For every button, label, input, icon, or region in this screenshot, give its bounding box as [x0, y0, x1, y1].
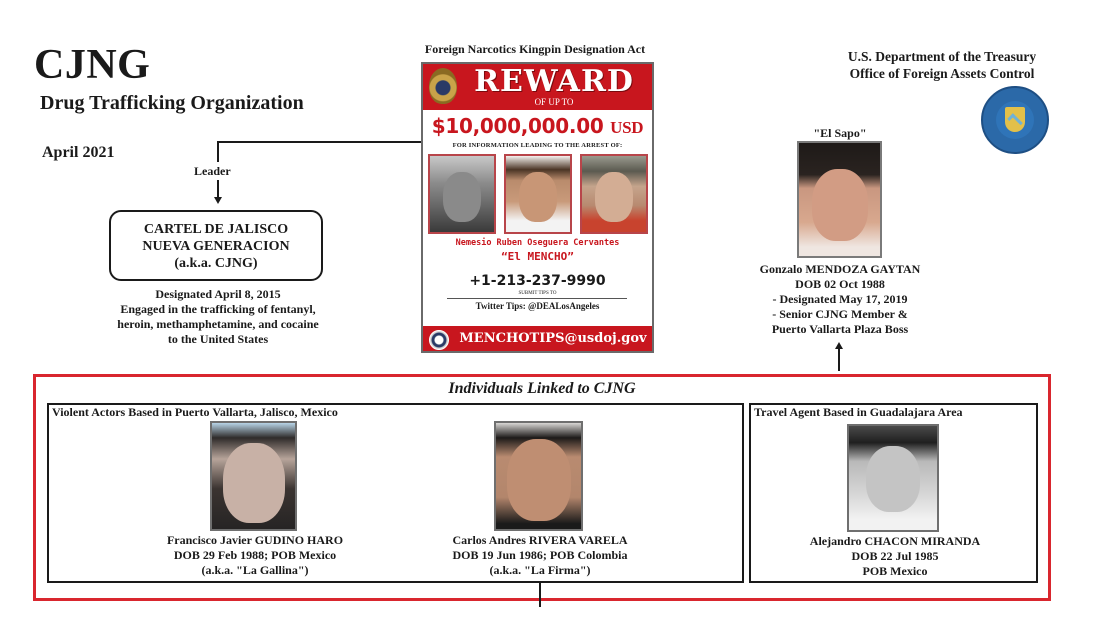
- org-name-line: CARTEL DE JALISCO: [143, 222, 289, 237]
- treasury-header: [812, 48, 1072, 82]
- info-line: DOB 22 Jul 1985: [851, 549, 939, 563]
- connector-line-vertical: [838, 348, 840, 371]
- face-shape: [443, 172, 481, 222]
- el-sapo-alias: "El Sapo": [813, 126, 867, 140]
- leader-label: Leader: [194, 164, 231, 178]
- info-line: - Senior CJNG Member &: [772, 307, 908, 321]
- shield-icon: [1005, 107, 1025, 132]
- face-shape: [519, 172, 557, 222]
- el-sapo-info: [735, 262, 945, 337]
- face-shape: [595, 172, 633, 222]
- dea-badge-icon: [429, 68, 457, 104]
- face-shape: [812, 169, 868, 241]
- suspect-photo: [580, 154, 648, 234]
- organization-description: [98, 287, 338, 347]
- suspect-photo: [504, 154, 572, 234]
- kingpin-act-label: Foreign Narcotics Kingpin Designation Act: [424, 42, 646, 56]
- reward-headline: REWARD: [474, 64, 634, 99]
- org-desc-line: Designated April 8, 2015: [155, 287, 281, 301]
- organization-box: [109, 210, 323, 281]
- info-line: - Designated May 17, 2019: [772, 292, 908, 306]
- info-line: DOB 29 Feb 1988; POB Mexico: [173, 548, 337, 562]
- info-line: Alejandro CHACON MIRANDA: [809, 534, 981, 548]
- page-subtitle: Drug Trafficking Organization: [40, 92, 304, 114]
- info-line: Gonzalo MENDOZA GAYTAN: [759, 262, 921, 276]
- org-name-line: NUEVA GENERACION: [142, 239, 290, 254]
- connector-line-horizontal: [217, 141, 422, 143]
- org-name-line: (a.k.a. CJNG): [174, 256, 258, 271]
- chevron-icon: [1007, 113, 1023, 129]
- reward-currency: USD: [610, 118, 644, 137]
- el-sapo-photo: [797, 141, 882, 258]
- twitter-tips: Twitter Tips: @DEALosAngeles: [475, 301, 600, 311]
- reward-amount-value: $10,000,000.00: [431, 114, 604, 138]
- person-photo: [210, 421, 297, 531]
- reward-poster: [421, 62, 654, 353]
- info-line: Carlos Andres RIVERA VARELA: [452, 533, 628, 547]
- group-label: Travel Agent Based in Guadalajara Area: [754, 405, 963, 419]
- seal-inner: [996, 101, 1034, 139]
- linked-individuals-title: Individuals Linked to CJNG: [448, 380, 636, 397]
- treasury-line: Office of Foreign Assets Control: [849, 66, 1035, 81]
- info-line: Puerto Vallarta Plaza Boss: [771, 322, 909, 336]
- poster-footer: [423, 326, 652, 353]
- face-shape: [507, 439, 571, 521]
- person-info: [760, 534, 1030, 579]
- submit-tips-label: SUBMIT TIPS TO: [518, 291, 557, 296]
- info-line: Francisco Javier GUDINO HARO: [166, 533, 344, 547]
- person-photo: [847, 424, 939, 532]
- connector-line-vertical: [539, 583, 541, 607]
- info-line: DOB 02 Oct 1988: [795, 277, 885, 291]
- person-info: [125, 533, 385, 578]
- face-shape: [223, 443, 285, 523]
- tip-phone: +1-213-237-9990: [469, 273, 606, 289]
- arrow-down-icon: [214, 197, 222, 204]
- info-line: (a.k.a. "La Gallina"): [201, 563, 309, 577]
- person-photo: [494, 421, 583, 531]
- group-label: Violent Actors Based in Puerto Vallarta, Jalisco, Mexico: [52, 405, 338, 419]
- connector-line-vertical: [217, 180, 219, 198]
- info-line: (a.k.a. "La Firma"): [489, 563, 591, 577]
- reward-of-up-to: OF UP TO: [534, 97, 574, 107]
- person-info: [410, 533, 670, 578]
- poster-header: [423, 64, 652, 110]
- suspect-alias: “El MENCHO”: [501, 250, 574, 263]
- face-shape: [866, 446, 920, 512]
- suspect-photo: [428, 154, 496, 234]
- org-desc-line: to the United States: [167, 332, 269, 346]
- org-desc-line: heroin, methamphetamine, and cocaine: [117, 317, 319, 331]
- divider: [447, 298, 627, 299]
- treasury-seal-icon: [981, 86, 1049, 154]
- page-title: CJNG: [34, 42, 151, 88]
- info-line: POB Mexico: [862, 564, 928, 578]
- doj-seal-icon: [429, 330, 449, 350]
- info-line: DOB 19 Jun 1986; POB Colombia: [452, 548, 628, 562]
- reward-info-line: FOR INFORMATION LEADING TO THE ARREST OF:: [452, 142, 623, 149]
- connector-line-vertical: [217, 141, 219, 162]
- arrow-up-icon: [835, 342, 843, 349]
- reward-amount: [423, 114, 652, 138]
- date-label: April 2021: [42, 144, 115, 161]
- tip-email: MENCHOTIPS@usdoj.gov: [459, 331, 647, 346]
- org-desc-line: Engaged in the trafficking of fentanyl,: [120, 302, 316, 316]
- suspect-name: Nemesio Ruben Oseguera Cervantes: [455, 238, 620, 248]
- treasury-line: U.S. Department of the Treasury: [847, 49, 1037, 64]
